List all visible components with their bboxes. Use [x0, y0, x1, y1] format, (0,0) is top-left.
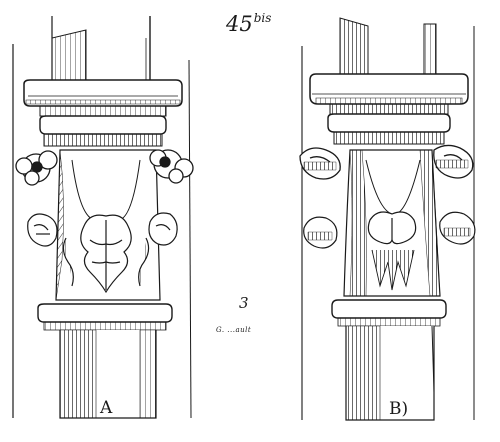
crocket-upper-left — [16, 151, 57, 185]
crocket-b-lower-right — [440, 212, 475, 244]
engraver-signature: G. ...ault — [216, 326, 252, 334]
label-capital-b: B) — [389, 399, 409, 419]
crocket-lower-right — [149, 213, 177, 245]
crocket-lower-left — [28, 214, 57, 246]
capital-b — [300, 18, 475, 420]
scale-mark: 3 — [239, 294, 249, 312]
capital-a — [13, 16, 193, 418]
figure-number: $45^{bis}$ — [226, 11, 272, 36]
crocket-b-lower-left — [304, 217, 337, 248]
label-capital-a: A — [100, 398, 113, 418]
crocket-b-upper-left — [300, 148, 340, 179]
crocket-b-upper-right — [434, 145, 473, 178]
